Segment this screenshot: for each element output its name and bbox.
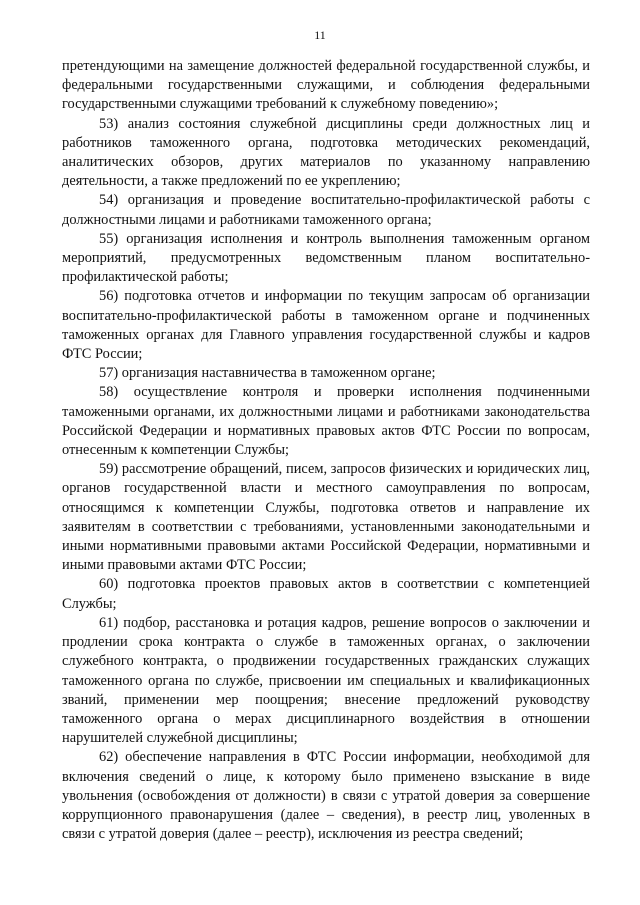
document-body [62,57,590,844]
paragraph-item-53: 53) анализ состояния служебной дисциплины среди должностных лиц и работников таможенного органа, подготовка методических рекомендаций, аналитических обзоров, других материалов по указанному направлению деятельности, а также предложений по ее укреплению; [62,115,590,190]
paragraph-continuation: претендующими на замещение должностей федеральной государственной службы, и федеральными государственными служащими, и соблюдения федеральными государственными служащими требований к служебному поведению»; [62,58,590,113]
paragraph-item-61: 61) подбор, расстановка и ротация кадров, решение вопросов о заключении и продлении срока контракта о службе в таможенных органах, о заключении служебного контракта, о продвижении государственных гражданских служащих таможенного органа по службе, присвоении им специальных и квалификационных званий, применении мер поощрения; внесение предложений руководству таможенного органа о мерах дисциплинарного воздействия в отношении нарушителей служебной дисциплины; [62,614,590,747]
paragraph-item-54: 54) организация и проведение воспитательно-профилактической работы с должностными лицами и работниками таможенного органа; [62,192,590,228]
paragraph-item-55: 55) организация исполнения и контроль выполнения таможенным органом мероприятий, предусмотренных ведомственным планом воспитательно-профилактической работы; [62,230,590,286]
paragraph-item-57: 57) организация наставничества в таможенном органе; [99,365,436,382]
paragraph-item-59: 59) рассмотрение обращений, писем, запросов физических и юридических лиц, органов государственной власти и местного самоуправления по вопросам, относящимся к компетенции Службы, подготовка ответов и направление их заявителям в соответствии с требованиями, установленными законодательными и иными нормативными правовыми актами Российской Федерации, нормативными и иными правовыми актами ФТС России; [62,461,590,574]
paragraph-item-56: 56) подготовка отчетов и информации по текущим запросам об организации воспитательно-профилактической работы в таможенном органе и подчиненных таможенных органах для Главного управления государственной службы и кадров ФТС России; [62,288,590,363]
paragraph-item-60: 60) подготовка проектов правовых актов в соответствии с компетенцией Службы; [62,576,590,612]
paragraph-item-58: 58) осуществление контроля и проверки исполнения подчиненными таможенными органами, их должностными лицами и работниками законодательства Российской Федерации и нормативных правовых актов ФТС России по вопросам, отнесенным к компетенции Службы; [62,384,590,459]
paragraph-item-62: 62) обеспечение направления в ФТС России информации, необходимой для включения сведений о лице, к которому было применено взыскание в виде увольнения (освобождения от должности) в связи с утратой доверия за совершение коррупционного правонарушения (далее – сведения), в реестр лиц, уволенных в связи с утратой доверия (далее – реестр), исключения из реестра сведений; [62,749,590,843]
page-number: 11 [314,28,326,42]
